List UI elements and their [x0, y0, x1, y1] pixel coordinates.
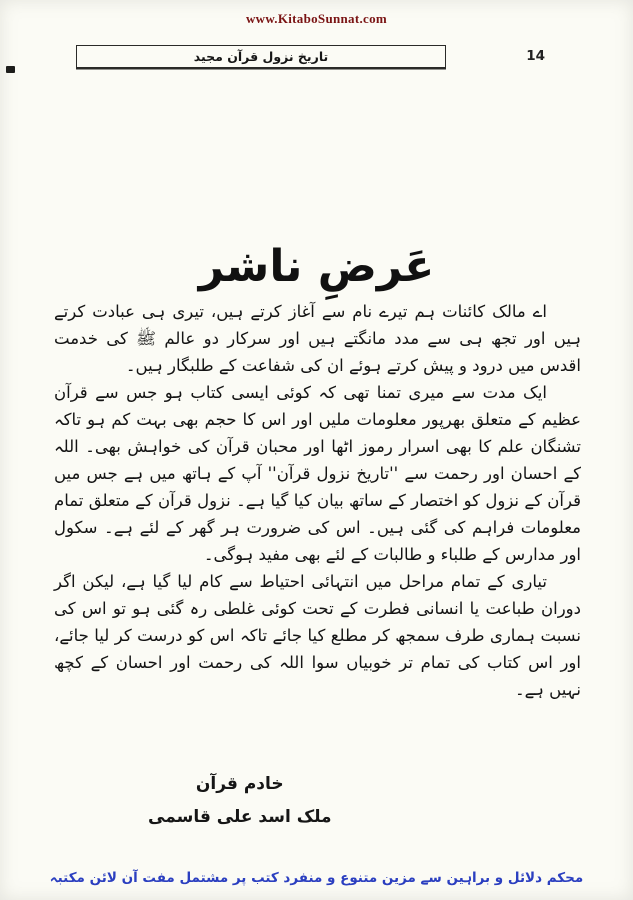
paragraph: ایک مدت سے میری تمنا تھی کہ کوئی ایسی کتاب ہو جس سے قرآن عظیم کے متعلق بھرپور معلومات ملیں اور اس کا حجم بھی بہت کم ہو تاکہ تشنگان علم کا بھی اسرار رموز اٹھا اور محبان قرآن کی خواہش بھی۔ اللہ کے احسان اور رحمت سے ''تاریخ نزول قرآن'' آپ کے ہاتھ میں ہے جس میں قرآن کے نزول کو اختصار کے ساتھ بیان کیا گیا ہے۔ نزول قرآن کے متعلق تمام معلومات فراہم کی گئی ہیں۔ اس کی ضرورت ہر گھر کے لئے ہے۔ سکول اور مدارس کے طلباء و طالبات کے لئے بھی مفید ہوگی۔ [54, 383, 581, 564]
page-number: 14 [526, 48, 545, 64]
paragraph: اے مالک کائنات ہم تیرے نام سے آغاز کرتے ہیں، تیری ہی عبادت کرتے ہیں اور تجھ ہی سے مدد مانگتے ہیں اور سرکار دو عالم ﷺ کی خدمت اقدس میں درود و پیش کرتے ہوئے ان کی شفاعت کے طلبگار ہیں۔ [54, 302, 581, 375]
book-title: تاریخ نزول قرآن مجید [193, 49, 329, 64]
footer-tagline: محکم دلائل و براہین سے مزین متنوع و منفرد کتب پر مشتمل مفت آن لائن مکتبہ [49, 870, 584, 886]
scan-artifact-mark [6, 66, 15, 73]
site-url-link[interactable]: www.KitaboSunnat.com [245, 11, 388, 26]
signature-role: خادم قرآن [195, 774, 284, 794]
page-title: عَرضِ ناشر [198, 241, 435, 293]
body-text [54, 298, 581, 703]
signature-name: ملک اسد علی قاسمی [148, 807, 332, 827]
running-header-box [76, 45, 446, 68]
paragraph: تیاری کے تمام مراحل میں انتہائی احتیاط سے کام لیا گیا ہے، لیکن اگر دوران طباعت یا انسانی فطرت کے تحت کوئی غلطی رہ گئی ہو تو اس کی نسبت ہماری طرف سمجھ کر مطلع کیا جائے تاکہ اس کو درست کر لیا جائے، اور اس کتاب کی تمام تر خوبیاں سوا اللہ کی رحمت اور احسان کے کچھ نہیں ہے۔ [54, 572, 581, 699]
signature-block [148, 768, 332, 834]
